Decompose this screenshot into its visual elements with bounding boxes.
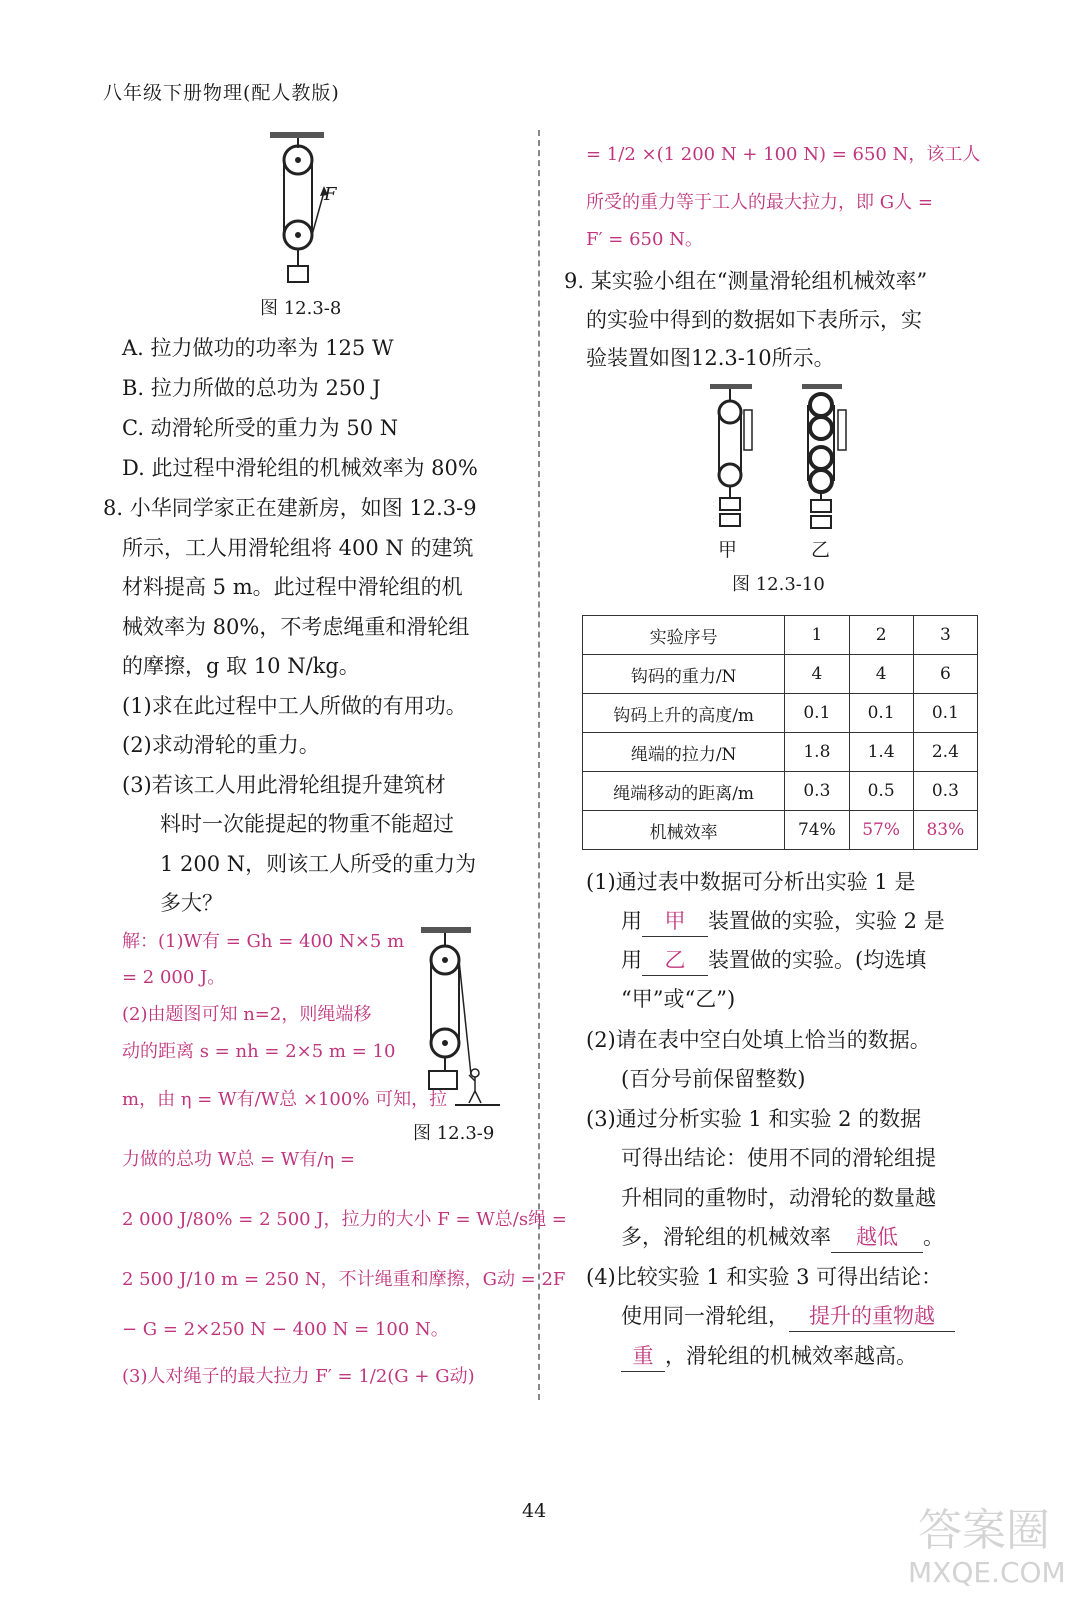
sub-question-1-text: 用 <box>621 909 642 933</box>
table-header-cell: 2 <box>849 616 913 655</box>
table-cell: 0.1 <box>913 694 977 733</box>
pulley-worker-figure-12-3-9 <box>415 925 505 1115</box>
sub-question-1-text: 装置做的实验。(均选填 <box>708 948 927 972</box>
sub-question-2-line: (百分号前保留整数) <box>621 1067 806 1091</box>
sub-question-3-text: 。 <box>923 1225 944 1249</box>
solution-line: 动的距离 s = nh = 2×5 m = 10 <box>122 1041 396 1062</box>
svg-text:答案圈: 答案圈 <box>918 1505 1050 1556</box>
question-9-line: 的实验中得到的数据如下表所示，实 <box>586 308 922 332</box>
option-a: A. 拉力做功的功率为 125 W <box>122 336 394 360</box>
figure-caption-12-3-8: 图 12.3-8 <box>260 298 342 319</box>
table-answer-cell: 57% <box>849 811 913 850</box>
sub-question-4-line <box>621 1301 955 1332</box>
question-8-line: 所示，工人用滑轮组将 400 N 的建筑 <box>122 536 474 560</box>
figure-caption-12-3-10: 图 12.3-10 <box>732 574 825 595</box>
table-answer-cell: 83% <box>913 811 977 850</box>
sub-question-4-text: 使用同一滑轮组， <box>621 1304 789 1328</box>
table-cell: 0.1 <box>785 694 849 733</box>
solution-line: = 2 000 J。 <box>122 967 226 988</box>
table-header-cell: 实验序号 <box>583 616 785 655</box>
solution-continuation-line: = 1/2 ×(1 200 N + 100 N) = 650 N，该工人 <box>586 144 981 165</box>
sub-question-3-line <box>621 1222 944 1253</box>
experiment-apparatus-figure <box>700 380 860 560</box>
table-cell: 2.4 <box>913 733 977 772</box>
table-cell: 0.3 <box>913 772 977 811</box>
sub-question-3-text: 多，滑轮组的机械效率 <box>621 1225 831 1249</box>
sub-question-3-line: (3)通过分析实验 1 和实验 2 的数据 <box>586 1107 922 1131</box>
question-8-line: 多大？ <box>160 891 223 915</box>
answer-blank-4a: 提升的重物越 <box>789 1301 955 1332</box>
force-label-F: F <box>324 184 337 205</box>
table-cell: 4 <box>849 655 913 694</box>
sub-question-1-line: (1)通过表中数据可分析出实验 1 是 <box>586 870 916 894</box>
solution-line: 力做的总功 W总 = W有/η = <box>122 1149 355 1170</box>
sub-question-4-text: ，滑轮组的机械效率越高。 <box>665 1344 917 1368</box>
answer-blank-4b: 重 <box>621 1341 665 1372</box>
sub-question-1-text: 装置做的实验，实验 2 是 <box>708 909 945 933</box>
sub-question-1-line: “甲”或“乙”) <box>621 987 736 1011</box>
sub-question-1-line <box>621 906 945 937</box>
table-header-cell: 1 <box>785 616 849 655</box>
sub-question-3-line: 可得出结论：使用不同的滑轮组提 <box>621 1146 936 1170</box>
pulley-figure-12-3-8 <box>262 130 352 290</box>
table-cell: 钩码上升的高度/m <box>583 694 785 733</box>
answer-blank-3: 越低 <box>831 1222 923 1253</box>
table-row <box>583 655 978 694</box>
sub-question-3-line: 升相同的重物时，动滑轮的数量越 <box>621 1186 936 1210</box>
question-8-line: 8. 小华同学家正在建新房，如图 12.3-9 <box>103 496 477 520</box>
question-8-line: 1 200 N，则该工人所受的重力为 <box>160 852 477 876</box>
page-number: 44 <box>522 1500 547 1522</box>
table-cell: 0.1 <box>849 694 913 733</box>
table-header-cell: 3 <box>913 616 977 655</box>
watermark-logo <box>898 1490 1078 1590</box>
watermark-text: MXQE.COM <box>908 1556 1066 1589</box>
table-cell: 0.5 <box>849 772 913 811</box>
question-8-line: 材料提高 5 m。此过程中滑轮组的机 <box>122 575 463 599</box>
sub-question-1-text: 用 <box>621 948 642 972</box>
solution-line: 解：(1)W有 = Gh = 400 N×5 m <box>122 931 405 952</box>
sub-question-4-line: (4)比较实验 1 和实验 3 可得出结论： <box>586 1265 943 1289</box>
question-8-line: 械效率为 80%，不考虑绳重和滑轮组 <box>122 615 470 639</box>
answer-blank-1: 甲 <box>642 906 708 937</box>
solution-line: 2 500 J/10 m = 250 N，不计绳重和摩擦，G动 = 2F <box>122 1269 566 1290</box>
answer-blank-2: 乙 <box>642 945 708 976</box>
solution-line: (3)人对绳子的最大拉力 F′ = 1/2(G + G动) <box>122 1366 475 1387</box>
question-8-line: (2)求动滑轮的重力。 <box>122 733 320 757</box>
figure-label-jia: 甲 <box>718 539 738 561</box>
question-8-line: 料时一次能提起的物重不能超过 <box>160 812 454 836</box>
question-9-line: 验装置如图12.3-10所示。 <box>586 346 835 370</box>
option-c: C. 动滑轮所受的重力为 50 N <box>122 416 399 440</box>
table-cell: 机械效率 <box>583 811 785 850</box>
table-cell: 绳端的拉力/N <box>583 733 785 772</box>
solution-line: (2)由题图可知 n=2，则绳端移 <box>122 1004 372 1025</box>
solution-line: m，由 η = W有/W总 ×100% 可知，拉 <box>122 1089 448 1110</box>
figure-caption-12-3-9: 图 12.3-9 <box>413 1123 495 1144</box>
question-8-line: (1)求在此过程中工人所做的有用功。 <box>122 694 467 718</box>
question-8-line: (3)若该工人用此滑轮组提升建筑材 <box>122 773 446 797</box>
table-cell: 钩码的重力/N <box>583 655 785 694</box>
table-row <box>583 811 978 850</box>
table-header-row <box>583 616 978 655</box>
experiment-data-table <box>582 615 978 850</box>
solution-line: 2 000 J/80% = 2 500 J，拉力的大小 F = W总/s绳 = <box>122 1209 567 1230</box>
sub-question-1-line <box>621 945 926 976</box>
table-row <box>583 733 978 772</box>
table-cell: 4 <box>785 655 849 694</box>
table-cell: 6 <box>913 655 977 694</box>
sub-question-2-line: (2)请在表中空白处填上恰当的数据。 <box>586 1028 931 1052</box>
option-b: B. 拉力所做的总功为 250 J <box>122 376 381 400</box>
solution-continuation-line: F′ = 650 N。 <box>586 229 703 250</box>
page-header: 八年级下册物理(配人教版) <box>103 82 340 104</box>
solution-continuation-line: 所受的重力等于工人的最大拉力，即 G人 = <box>586 192 933 213</box>
table-cell: 1.8 <box>785 733 849 772</box>
table-row <box>583 772 978 811</box>
sub-question-4-line <box>621 1341 917 1372</box>
table-cell: 0.3 <box>785 772 849 811</box>
table-cell: 74% <box>785 811 849 850</box>
figure-label-yi: 乙 <box>811 539 831 561</box>
question-8-line: 的摩擦，g 取 10 N/kg。 <box>122 654 360 678</box>
table-cell: 1.4 <box>849 733 913 772</box>
table-cell: 绳端移动的距离/m <box>583 772 785 811</box>
solution-line: − G = 2×250 N − 400 N = 100 N。 <box>122 1319 449 1340</box>
option-d: D. 此过程中滑轮组的机械效率为 80% <box>122 456 478 480</box>
table-row <box>583 694 978 733</box>
question-9-line: 9. 某实验小组在“测量滑轮组机械效率” <box>564 269 928 293</box>
